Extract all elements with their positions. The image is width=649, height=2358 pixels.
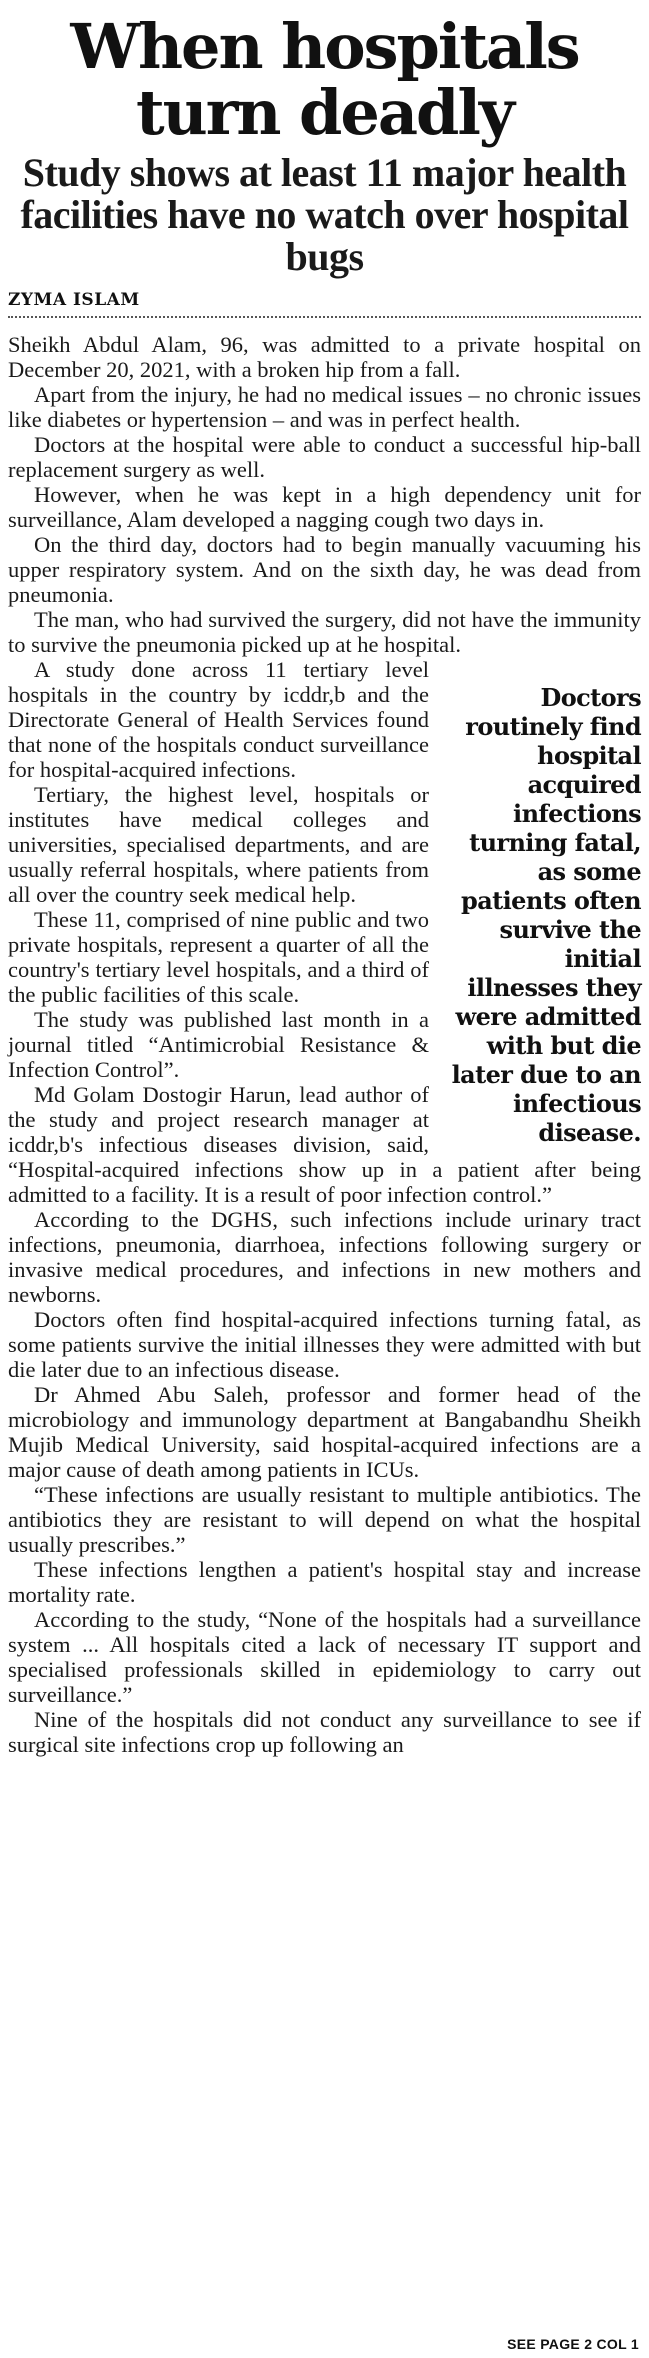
paragraph: Doctors at the hospital were able to conduct a successful hip-ball replacement surgery as well. — [8, 432, 641, 482]
paragraph: Tertiary, the highest level, hospitals or institutes have medical colleges and universities, specialised departments, and are usually referral hospitals, where patients from all over the country seek medical help. — [8, 782, 429, 907]
pull-quote: Doctors routinely find hospital acquired infections turning fatal, as some patients often survive the initial illnesses they were admitted with but die later due to an infectious disease. — [451, 683, 641, 1147]
paragraph: A study done across 11 tertiary level hospitals in the country by icddr,b and the Directorate General of Health Services found that none of the hospitals conduct surveillance for hospital-acquired infections. — [8, 657, 429, 782]
continued-on-page-2-link[interactable]: SEE PAGE 2 COL 1 — [507, 2336, 639, 2352]
paragraph: Md Golam Dostogir Harun, lead author of the study and project research manager at icddr,b's infectious diseases division, said, “Hospital-acquired infections show up in a patient after being admitted to a facility. It is a result of poor infection control.” — [8, 1082, 641, 1207]
paragraph: According to the DGHS, such infections include urinary tract infections, pneumonia, diarrhoea, infections following surgery or invasive medical procedures, and infections in new mothers and newborns. — [8, 1207, 641, 1307]
paragraph: Apart from the injury, he had no medical issues – no chronic issues like diabetes or hypertension – and was in perfect health. — [8, 382, 641, 432]
paragraph: “These infections are usually resistant to multiple antibiotics. The antibiotics they are resistant to will depend on what the hospital usually prescribes.” — [8, 1482, 641, 1557]
paragraph: Doctors often find hospital-acquired infections turning fatal, as some patients survive the initial illnesses they were admitted with but die later due to an infectious disease. — [8, 1307, 641, 1382]
paragraph: These infections lengthen a patient's hospital stay and increase mortality rate. — [8, 1557, 641, 1607]
paragraph: These 11, comprised of nine public and two private hospitals, represent a quarter of all the country's tertiary level hospitals, and a third of the public facilities of this scale. — [8, 907, 429, 1007]
byline: ZYMA ISLAM — [8, 290, 140, 310]
paragraph: Sheikh Abdul Alam, 96, was admitted to a private hospital on December 20, 2021, with a broken hip from a fall. — [8, 332, 641, 382]
byline-divider — [8, 316, 641, 318]
paragraph: Nine of the hospitals did not conduct any surveillance to see if surgical site infections crop up following an — [8, 1707, 641, 1757]
paragraph: On the third day, doctors had to begin manually vacuuming his upper respiratory system. And on the sixth day, he was dead from pneumonia. — [8, 532, 641, 607]
subheadline: Study shows at least 11 major health facilities have no watch over hospital bugs — [20, 150, 629, 279]
headline: When hospitals turn deadly — [70, 10, 579, 149]
paragraph: Dr Ahmed Abu Saleh, professor and former head of the microbiology and immunology department at Bangabandhu Sheikh Mujib Medical University, said hospital-acquired infections are a major cause of death among patients in ICUs. — [8, 1382, 641, 1482]
paragraph: The study was published last month in a journal titled “Antimicrobial Resistance & Infection Control”. — [8, 1007, 429, 1082]
paragraph: The man, who had survived the surgery, did not have the immunity to survive the pneumonia picked up at he hospital. — [8, 607, 641, 657]
paragraph: However, when he was kept in a high dependency unit for surveillance, Alam developed a nagging cough two days in. — [8, 482, 641, 532]
paragraph: According to the study, “None of the hospitals had a surveillance system ... All hospitals cited a lack of necessary IT support and specialised professionals skilled in epidemiology to carry out surveillance.” — [8, 1607, 641, 1707]
article-body — [8, 332, 641, 1757]
